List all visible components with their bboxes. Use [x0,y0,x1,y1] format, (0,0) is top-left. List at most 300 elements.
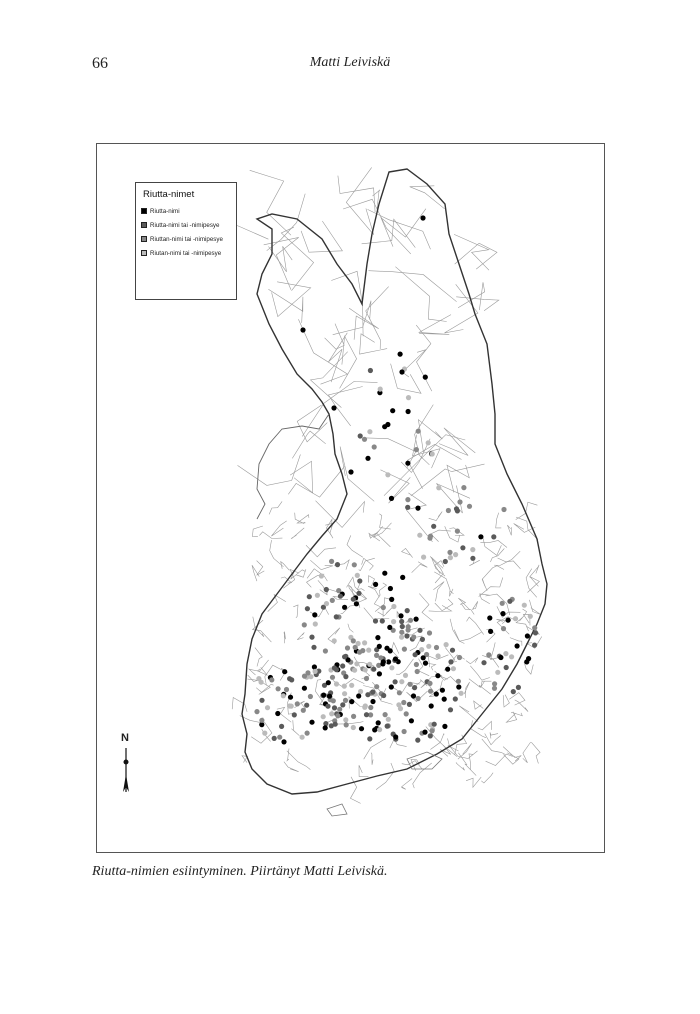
place-marker [528,614,533,619]
place-marker [302,674,307,679]
legend-swatch [141,236,147,242]
place-marker [430,728,435,733]
place-marker [385,422,390,427]
place-marker [515,643,520,648]
place-marker [354,601,359,606]
place-marker [340,702,345,707]
place-marker [413,652,418,657]
place-marker [364,712,369,717]
place-marker [488,629,493,634]
municipal-border [364,739,386,760]
municipal-border [256,684,273,692]
municipal-border [470,666,490,680]
municipal-border [340,336,357,388]
place-marker [384,646,389,651]
place-marker [399,630,404,635]
place-marker [498,655,503,660]
place-marker [451,666,456,671]
place-marker [362,437,367,442]
place-marker [300,735,305,740]
municipal-border [264,237,299,289]
municipal-border [340,447,374,502]
place-marker [378,387,383,392]
municipal-border [379,583,386,596]
legend-item [141,220,219,230]
place-marker [402,729,407,734]
place-marker [402,647,407,652]
place-marker [370,699,375,704]
place-marker [436,485,441,490]
municipal-border [316,501,365,528]
place-marker [405,608,410,613]
place-marker [444,642,449,647]
place-marker [301,708,306,713]
municipal-border [482,579,487,591]
place-marker [262,731,267,736]
place-marker [367,662,372,667]
place-marker [287,676,292,681]
place-marker [399,635,404,640]
municipal-border [419,594,433,622]
place-marker [330,675,335,680]
place-marker [388,586,393,591]
place-marker [302,686,307,691]
place-marker [423,375,428,380]
municipal-border [284,632,286,644]
legend-item [141,234,223,244]
municipal-border [315,680,323,703]
place-marker [506,618,511,623]
place-marker [357,578,362,583]
municipal-border [281,562,290,571]
place-marker [470,556,475,561]
place-marker [300,327,305,332]
municipal-border [467,617,484,635]
place-marker [420,215,425,220]
place-marker [323,725,328,730]
municipal-border [456,297,499,311]
place-marker [367,736,372,741]
place-marker [456,684,461,689]
place-marker [533,630,538,635]
place-marker [391,604,396,609]
place-marker [331,405,336,410]
place-marker [334,681,339,686]
legend-item [141,248,221,258]
municipal-border [325,324,345,350]
place-marker [279,724,284,729]
place-marker [329,711,334,716]
place-marker [399,369,404,374]
place-marker [445,667,450,672]
place-marker [356,591,361,596]
place-marker [501,626,506,631]
place-marker [411,693,416,698]
place-marker [434,645,439,650]
figure-caption: Riutta-nimien esiintyminen. Piirtänyt Matti Leiviskä. [92,864,388,879]
place-marker [389,665,394,670]
municipal-border [466,777,481,787]
municipal-border [395,267,446,322]
municipal-border [249,660,269,675]
municipal-border [516,502,538,519]
place-marker [453,552,458,557]
place-marker [442,724,447,729]
municipal-border [469,560,479,566]
place-marker [456,679,461,684]
place-marker [281,693,286,698]
place-marker [330,598,335,603]
municipal-border [466,658,478,664]
municipal-border [485,734,501,745]
place-marker [412,685,417,690]
place-marker [276,686,281,691]
place-marker [256,676,261,681]
place-marker [415,506,420,511]
municipal-border [272,282,311,317]
municipal-border [371,753,373,765]
place-marker [429,703,434,708]
place-marker [453,696,458,701]
place-marker [486,652,491,657]
legend-label: Riutta-nimi [150,207,180,215]
place-marker [422,730,427,735]
municipal-border [287,749,289,762]
place-marker [354,661,359,666]
legend-swatch [141,208,147,214]
municipal-border [464,682,469,698]
place-marker [408,618,413,623]
place-marker [405,505,410,510]
municipal-border [306,545,336,557]
place-marker [368,705,373,710]
running-head-author: Matti Leiviskä [309,55,391,70]
place-marker [321,693,326,698]
municipal-border [433,582,444,602]
place-marker [432,722,437,727]
municipal-border [509,693,525,706]
place-marker [415,669,420,674]
municipal-border [507,525,511,535]
place-marker [349,683,354,688]
place-marker [325,704,330,709]
municipal-border [250,170,291,235]
municipal-border [401,779,412,790]
place-marker [292,712,297,717]
legend-label: Riuttan-nimi tai -nimipesye [150,235,223,243]
place-marker [405,497,410,502]
place-marker [288,695,293,700]
place-marker [363,667,368,672]
municipal-border [523,742,531,763]
municipal-border [482,739,506,755]
place-marker [420,637,425,642]
municipal-border [295,513,305,524]
municipal-border [238,455,301,486]
place-marker [405,461,410,466]
place-marker [409,718,414,723]
place-marker [387,625,392,630]
municipal-border [347,535,363,557]
place-marker [340,663,345,668]
place-marker [362,705,367,710]
place-marker [513,616,518,621]
place-marker [421,555,426,560]
place-marker [265,705,270,710]
municipal-border [431,530,451,542]
place-marker [319,573,324,578]
municipal-border [301,221,342,252]
place-marker [342,654,347,659]
north-label: N [121,732,129,744]
place-marker [447,550,452,555]
municipal-border [255,648,262,667]
municipal-border [257,561,265,576]
place-marker [334,614,339,619]
place-marker [406,409,411,414]
municipal-border [402,548,413,557]
place-marker [371,667,376,672]
municipal-border [429,512,443,521]
place-marker [311,645,316,650]
place-marker [315,593,320,598]
place-marker [385,724,390,729]
place-marker [312,612,317,617]
municipal-border [458,282,485,310]
place-marker [382,571,387,576]
place-marker [275,711,280,716]
municipal-border [412,562,428,573]
municipal-border [459,706,478,722]
municipal-border [360,334,388,354]
place-marker [421,655,426,660]
place-marker [352,668,357,673]
finland-outline [242,169,547,794]
place-marker [348,469,353,474]
place-marker [427,536,432,541]
municipal-border [368,586,379,597]
municipal-border [529,600,540,615]
place-marker [343,674,348,679]
place-marker [332,638,337,643]
place-marker [277,735,282,740]
place-marker [406,627,411,632]
place-marker [411,635,416,640]
place-marker [304,703,309,708]
place-marker [366,648,371,653]
municipal-border [531,742,540,763]
place-marker [408,682,413,687]
place-marker [428,689,433,694]
municipal-border [252,526,263,537]
place-marker [352,562,357,567]
place-marker [358,689,363,694]
place-marker [364,676,369,681]
municipal-border [369,271,457,302]
place-marker [426,644,431,649]
place-marker [416,696,421,701]
place-marker [516,685,521,690]
municipal-border [481,681,492,687]
municipal-border [297,515,309,523]
place-marker [435,673,440,678]
municipal-border [376,763,394,790]
place-marker [370,689,375,694]
municipal-border [259,532,282,539]
page-number: 66 [92,55,108,72]
municipal-border [481,773,493,783]
place-marker [467,504,472,509]
place-marker [501,507,506,512]
place-marker [481,660,486,665]
place-marker [525,633,530,638]
municipal-border [483,566,504,579]
place-marker [393,656,398,661]
place-marker [407,702,412,707]
map-legend [135,182,237,300]
legend-title: Riutta-nimet [143,189,195,200]
municipal-borders [211,167,542,803]
place-marker [459,691,464,696]
place-marker [338,594,343,599]
place-marker [414,447,419,452]
municipal-border [528,577,540,593]
municipal-border [390,739,407,748]
municipal-border [498,558,521,569]
municipal-border [357,583,364,591]
municipal-border [271,521,286,536]
place-marker [478,534,483,539]
municipal-border [269,501,282,514]
place-marker [500,611,505,616]
place-marker [419,647,424,652]
place-marker [398,352,403,357]
municipal-border [450,746,478,758]
place-marker [385,472,390,477]
place-marker [393,679,398,684]
place-marker [455,529,460,534]
place-marker [416,429,421,434]
place-marker [362,640,367,645]
place-marker [365,456,370,461]
place-marker [309,635,314,640]
municipal-border [379,514,390,529]
place-marker [487,615,492,620]
place-marker [332,665,337,670]
municipal-border [338,176,375,213]
place-marker [398,706,403,711]
archipelago-islands [327,752,442,816]
municipal-border [337,722,364,725]
place-marker [430,451,435,456]
place-marker [522,603,527,608]
place-marker [326,680,331,685]
place-marker [381,605,386,610]
municipal-border [461,603,474,614]
place-marker [344,722,349,727]
municipal-border [348,624,354,633]
place-marker [365,692,370,697]
place-marker [307,594,312,599]
place-marker [399,679,404,684]
municipal-border [291,528,304,539]
place-marker [359,726,364,731]
municipal-border [472,601,477,609]
place-marker [302,622,307,627]
place-marker [331,698,336,703]
municipal-border [232,698,247,712]
place-marker [454,506,459,511]
place-marker [337,707,342,712]
municipal-border [290,461,313,493]
municipal-border [419,315,451,335]
place-marker [332,705,337,710]
municipal-border [359,765,368,776]
place-marker [460,545,465,550]
place-marker [305,606,310,611]
place-marker [327,694,332,699]
place-marker [377,727,382,732]
place-marker [403,673,408,678]
place-marker [351,638,356,643]
municipal-border [307,569,327,581]
place-marker [313,621,318,626]
place-marker [272,736,277,741]
municipal-border [430,556,443,583]
place-marker [393,734,398,739]
municipal-border [292,431,325,458]
place-marker [470,547,475,552]
place-marker [305,731,310,736]
place-marker [357,650,362,655]
place-marker [448,707,453,712]
municipal-border [496,513,502,528]
legend-swatch [141,222,147,228]
place-marker [495,670,500,675]
place-marker [492,686,497,691]
municipal-border [478,721,492,730]
municipal-border [413,763,432,788]
place-marker [400,624,405,629]
place-marker [492,681,497,686]
place-marker [329,723,334,728]
place-marker [414,662,419,667]
place-marker [389,496,394,501]
municipal-border [456,763,465,771]
legend-label: Riutan-nimi tai -nimipesye [150,249,222,257]
place-marker [356,693,361,698]
place-marker [309,720,314,725]
municipal-border [287,751,311,770]
municipal-border [450,619,464,644]
place-marker [355,573,360,578]
place-marker [532,625,537,630]
municipal-border [529,565,539,577]
municipal-border [435,599,453,611]
place-marker [509,654,514,659]
place-marker [404,711,409,716]
place-marker [500,601,505,606]
place-marker [351,714,356,719]
place-marker [356,641,361,646]
place-marker [324,601,329,606]
municipal-border [297,633,304,640]
municipal-border [293,605,298,618]
place-marker [389,597,394,602]
place-marker [308,694,313,699]
place-marker [434,691,439,696]
place-marker [503,651,508,656]
